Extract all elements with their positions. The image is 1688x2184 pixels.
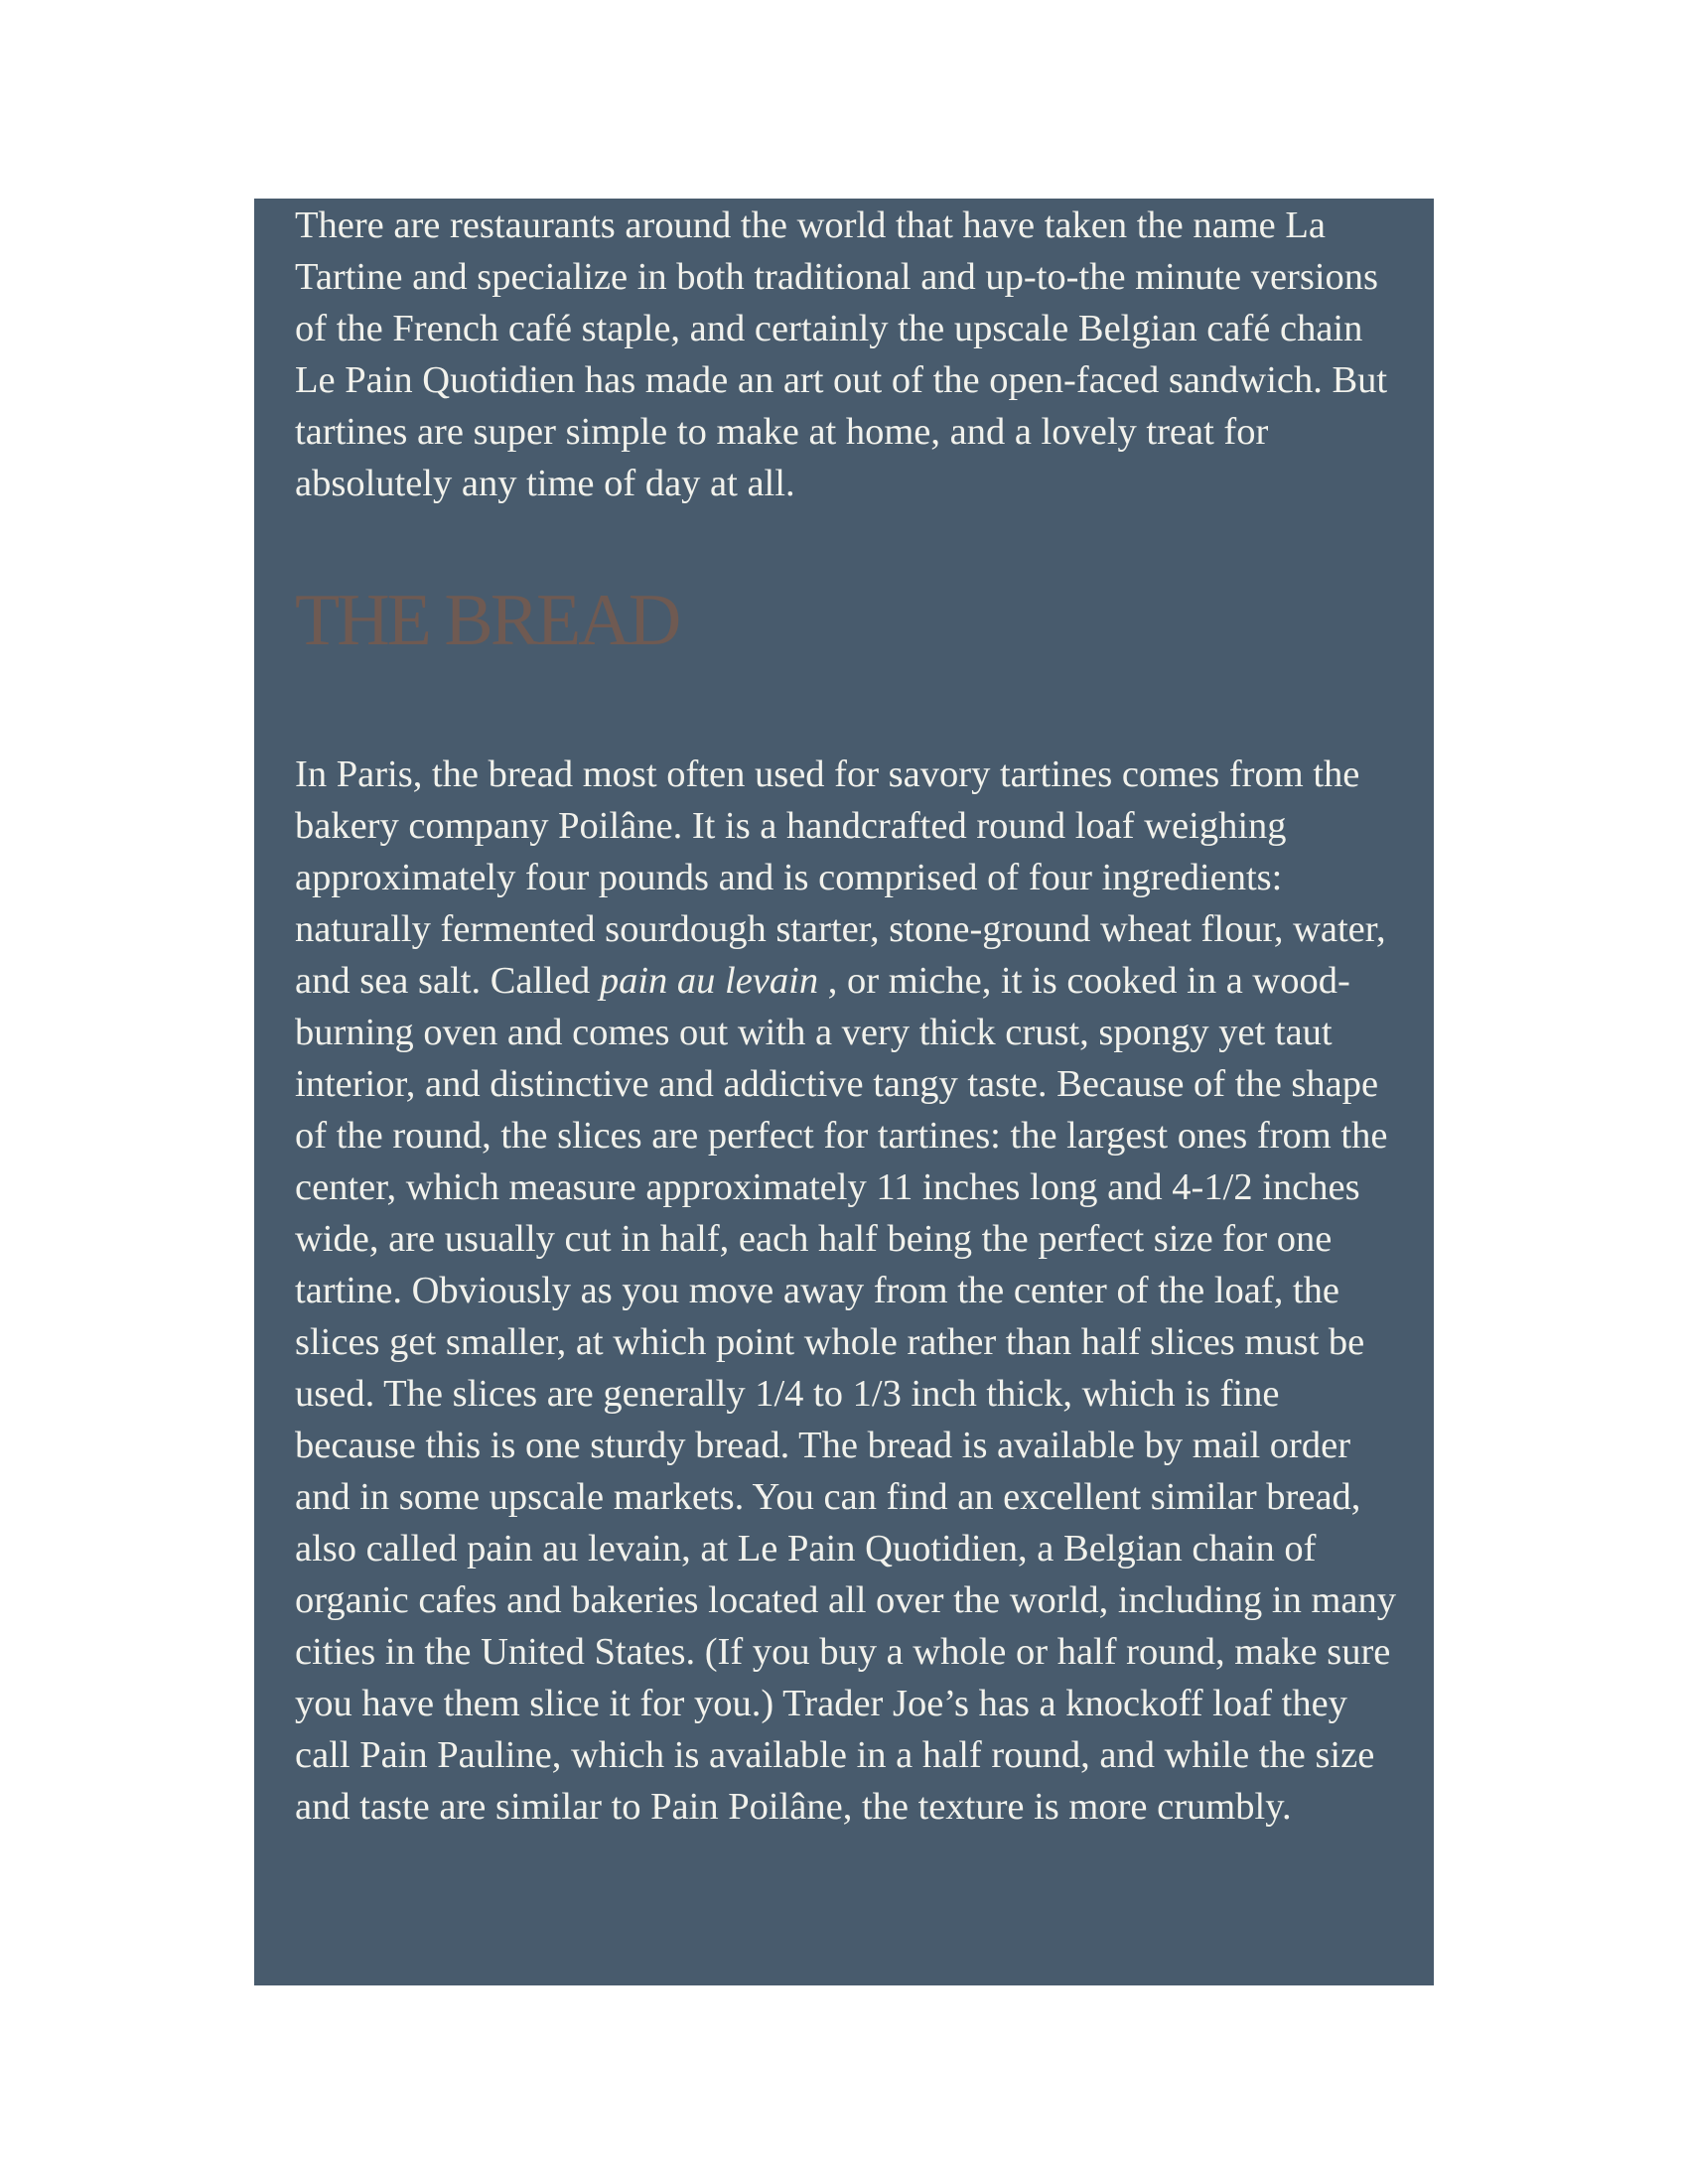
intro-paragraph: There are restaurants around the world that have taken the name La Tartine and specialize in both traditional and up-to-the minute versions of the French café staple, and certainly the upscale Belgian café chain Le Pain Quotidien has made an art out of the open-faced sandwich. But tartines are super simple to make at home, and a lovely treat for absolutely any time of day at all. [295,205,1388,504]
body-paragraph [295,749,1407,1833]
body-text-italic: pain au levain [599,960,819,1002]
text-panel [254,199,1434,1985]
body-text-part-2: , or miche, it is cooked in a wood-burning oven and comes out with a very thick crust, spongy yet taut interior, and distinctive and addictive tangy taste. Because of the shape of the round, the slices are perfect for tartines: the largest ones from the center, which measure approximately 11 inches long and 4-1/2 inches wide, are usually cut in half, each half being the perfect size for one tartine. Obviously as you move away from the center of the loaf, the slices get smaller, at which point whole rather than half slices must be used. The slices are generally 1/4 to 1/3 inch thick, which is fine because this is one sturdy bread. The bread is available by mail order and in some upscale markets. You can find an excellent similar bread, also called pain au levain, at Le Pain Quotidien, a Belgian chain of organic cafes and bakeries located all over the world, including in many cities in the United States. (If you buy a whole or half round, make sure you have them slice it for you.) Trader Joe’s has a knockoff loaf they call Pain Pauline, which is available in a half round, and while the size and taste are similar to Pain Poilâne, the texture is more crumbly. [295,960,1396,1828]
body-text-part-1: In Paris, the bread most often used for savory tartines comes from the bakery company Poilâne. It is a handcrafted round loaf weighing approximately four pounds and is comprised of four ingredients: naturally fermented sourdough starter, stone-ground wheat flour, water, and sea salt. Called [295,753,1386,1002]
section-heading: THE BREAD [295,580,679,661]
